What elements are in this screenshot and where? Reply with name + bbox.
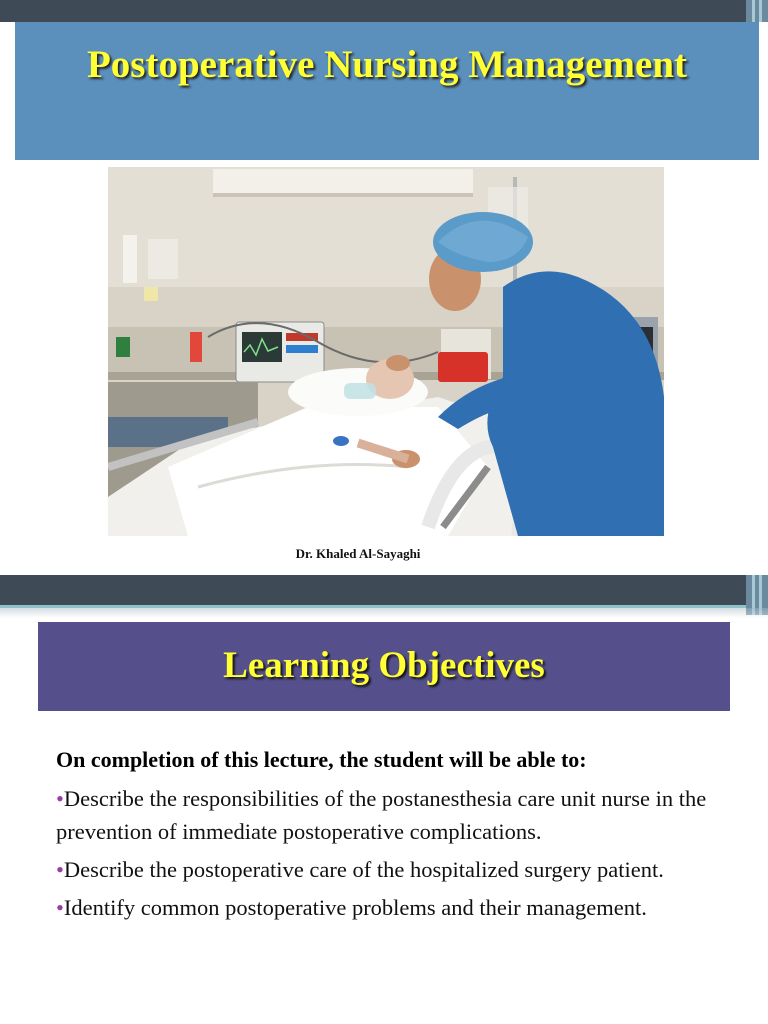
corner-stripe — [752, 0, 755, 22]
bullet-icon: • — [56, 857, 64, 882]
objectives-heading: Learning Objectives — [223, 645, 545, 686]
bullet-icon: • — [56, 786, 64, 811]
objectives-lead: On completion of this lecture, the student will be able to: — [56, 747, 587, 772]
objectives-banner — [38, 622, 730, 711]
list-item — [56, 891, 736, 924]
objectives-list — [56, 782, 736, 929]
corner-stripe — [746, 0, 768, 22]
list-item — [56, 853, 736, 886]
top-decoration-band — [0, 0, 768, 22]
nurse-patient-photo — [108, 167, 664, 536]
title-banner — [15, 22, 759, 160]
bullet-icon: • — [56, 895, 64, 920]
slide-title: Postoperative Nursing Management — [86, 43, 688, 86]
slide-2 — [0, 575, 768, 1024]
list-item — [56, 782, 736, 848]
corner-stripe — [759, 0, 762, 22]
band-shadow — [0, 608, 768, 618]
objective-text: Describe the responsibilities of the postanesthesia care unit nurse in the prevention of immediate postoperative complications. — [56, 786, 707, 844]
top-decoration-band — [0, 575, 768, 605]
objective-text: Identify common postoperative problems and their management. — [63, 895, 647, 920]
objective-text: Describe the postoperative care of the hospitalized surgery patient. — [63, 857, 664, 882]
author-caption: Dr. Khaled Al-Sayaghi — [295, 546, 421, 561]
